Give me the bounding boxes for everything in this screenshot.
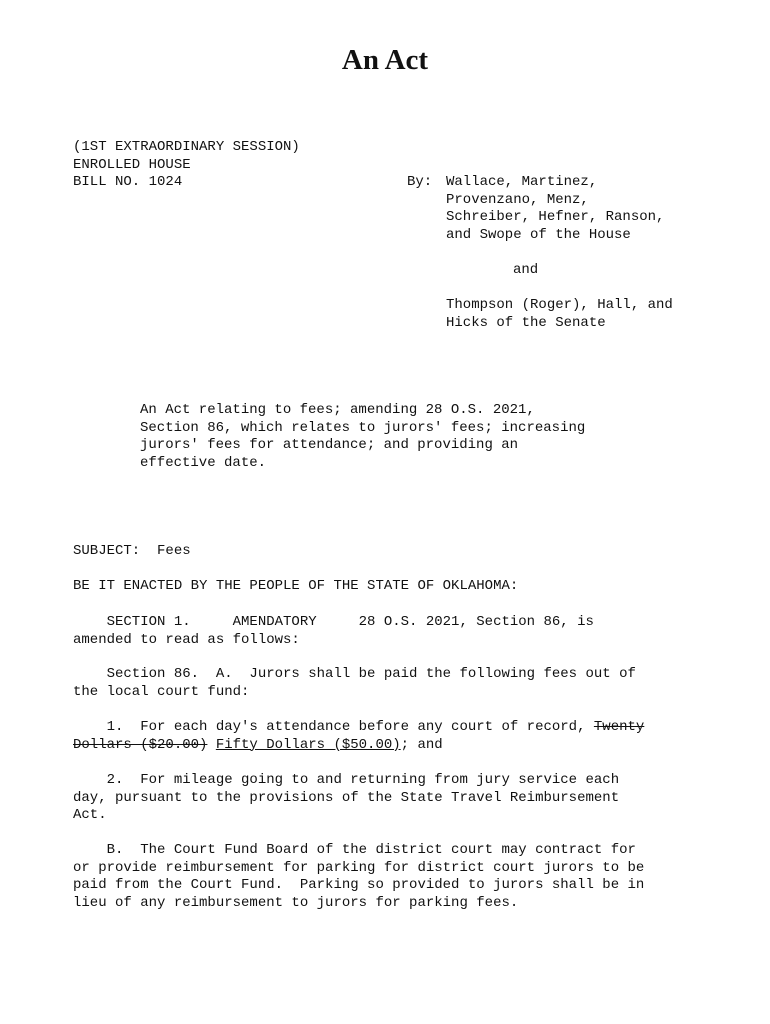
document-title: An Act [341,44,429,76]
section-86-line: Section 86. A. Jurors shall be paid the following fees out of [73,666,636,682]
senate-author-line: Hicks of the Senate [446,314,606,331]
summary-line: effective date. [140,454,267,471]
item-2 [73,772,619,825]
act-summary [140,402,585,472]
house-authors [446,174,664,244]
item-2-line: day, pursuant to the provisions of the State Travel Reimbursement [73,789,620,806]
house-author-line: and Swope of the House [446,226,631,243]
item-1 [73,719,644,754]
house-author-line: Schreiber, Hefner, Ranson, [446,209,665,225]
enrolled-line: ENROLLED HOUSE [73,156,191,173]
house-author-line: Provenzano, Menz, [446,191,589,208]
paragraph-b-line: paid from the Court Fund. Parking so provided to jurors shall be in [73,877,645,893]
paragraph-b-line: B. The Court Fund Board of the district court may contract for [73,842,636,858]
struck-text: Dollars ($20.00) [73,736,208,753]
struck-text: Twenty [593,719,645,735]
paragraph-b-line: lieu of any reimbursement to jurors for parking fees. [73,894,519,911]
enacting-clause: BE IT ENACTED BY THE PEOPLE OF THE STATE OF OKLAHOMA: [73,578,519,594]
by-label: By: [407,174,433,190]
paragraph-b [73,842,644,912]
summary-line: An Act relating to fees; amending 28 O.S. 2021, [140,402,535,418]
section-1 [73,614,594,649]
summary-line: jurors' fees for attendance; and providing an [140,437,519,453]
bill-header [73,139,300,192]
item-1-text: 1. For each day's attendance before any court of record, [73,719,594,735]
bill-number-line: BILL NO. 1024 [73,174,183,190]
house-author-line: Wallace, Martinez, [446,174,598,190]
and-separator: and [513,262,539,278]
section-86 [73,666,636,701]
section-1-line: SECTION 1. AMENDATORY 28 O.S. 2021, Section 86, is [73,614,594,630]
summary-line: Section 86, which relates to jurors' fees; increasing [140,419,586,436]
item-2-line: 2. For mileage going to and returning from jury service each [73,772,620,788]
item-1-suffix: ; and [400,736,443,753]
session-line: (1ST EXTRAORDINARY SESSION) [73,139,300,155]
section-86-line: the local court fund: [73,683,250,700]
senate-authors [446,297,673,332]
subject-line: SUBJECT: Fees [73,543,191,559]
senate-author-line: Thompson (Roger), Hall, and [446,297,673,313]
paragraph-b-line: or provide reimbursement for parking for district court jurors to be [73,859,645,876]
section-1-line: amended to read as follows: [73,631,300,648]
item-2-line: Act. [73,807,107,823]
inserted-text: Fifty Dollars ($50.00) [215,736,401,753]
